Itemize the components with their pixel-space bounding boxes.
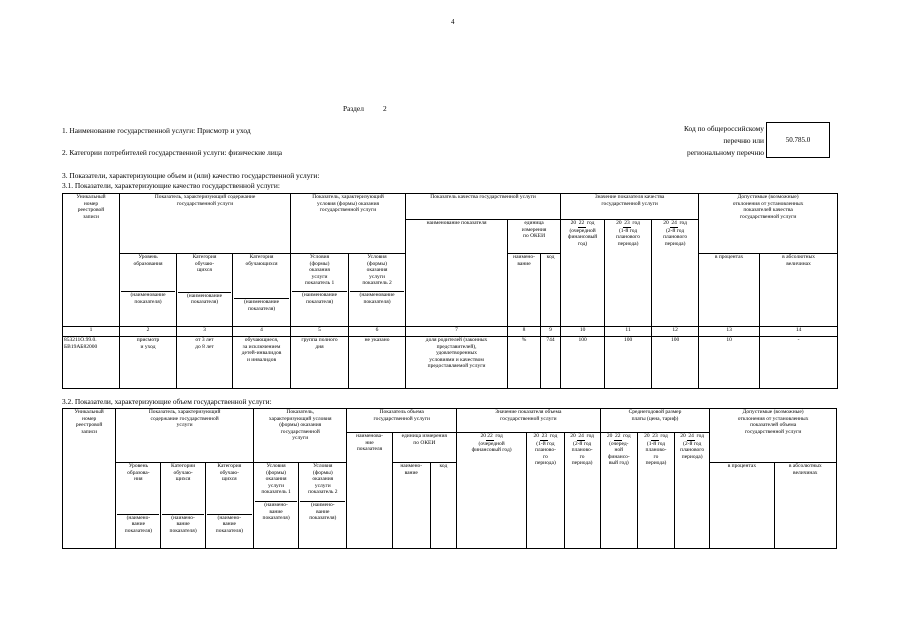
cell-condition-2: не указано bbox=[349, 337, 406, 389]
cell-percent: 10 bbox=[699, 337, 760, 389]
col-num: 11 bbox=[605, 327, 652, 337]
cell-unit: % bbox=[508, 337, 541, 389]
hdr-code: код bbox=[430, 463, 456, 549]
hdr-conditions: Показатель, характеризующий условия (формы) оказания государственной услуги bbox=[253, 409, 346, 463]
col-num: 5 bbox=[291, 327, 349, 337]
col-num: 12 bbox=[652, 327, 699, 337]
hdr-year-1: 20 22 год (очередной финансовый год) bbox=[561, 220, 605, 327]
hdr-value: Значение показателя объема государственной услуги bbox=[456, 409, 600, 433]
service-name: 1. Наименование государственной услуги: Присмотр и уход bbox=[62, 126, 251, 135]
hdr-cond1: Условия (формы) оказания услуги показатель 1 (наименование показателя) bbox=[291, 254, 349, 327]
cell-absolute: - bbox=[760, 337, 838, 389]
col-num: 7 bbox=[406, 327, 508, 337]
col-num: 13 bbox=[699, 327, 760, 337]
code-label-2: перечню или bbox=[723, 136, 764, 145]
hdr-content: Показатель, характеризующий содержание государственной услуги bbox=[120, 194, 291, 254]
volume-table bbox=[62, 408, 837, 549]
hdr-year-1: 2022 год (очередной финансовый год) bbox=[456, 433, 526, 549]
hdr-level: Уровень образова- ния (наимено- вание показателя) bbox=[116, 463, 161, 549]
hdr-absolute: в абсолютных величинах bbox=[760, 254, 838, 327]
hdr-unit-name: наимено- вание bbox=[508, 254, 541, 327]
code-value-box bbox=[766, 122, 830, 158]
hdr-price-2: 20 23 год (1-й год планово- го периода) bbox=[637, 433, 674, 549]
col-num: 6 bbox=[349, 327, 406, 337]
hdr-year-3: 20 24 год (2-й год планово- го периода) bbox=[564, 433, 600, 549]
col-num: 10 bbox=[561, 327, 605, 337]
hdr-year-2: 20 23 год (1-й год планового периода) bbox=[605, 220, 652, 327]
hdr-cat1: Категория обучаю- щихся (наименование показателя) bbox=[177, 254, 233, 327]
hdr-content: Показатель, характеризующий содержание государственной услуги bbox=[116, 409, 254, 463]
hdr-price-1: 20 22 год (очеред- ной финансо- вый год) bbox=[600, 433, 637, 549]
hdr-year-3: 20 24 год (2-й год планового периода) bbox=[652, 220, 699, 327]
code-label-1: Код по общероссийскому bbox=[683, 124, 764, 133]
hdr-cat1: Категории обучаю- щихся (наимено- вание показателя) bbox=[161, 463, 205, 549]
hdr-price-3: 20 24 год (2-й год планового периода) bbox=[675, 433, 710, 549]
section-label: Раздел bbox=[343, 104, 364, 113]
col-num: 8 bbox=[508, 327, 541, 337]
cell-content: присмотр и уход bbox=[120, 337, 177, 389]
hdr-indicator-name: наименование показателя bbox=[406, 220, 508, 327]
hdr-cat2: Категория обучающихся (наименование показателя) bbox=[233, 254, 291, 327]
cell-students: обучающиеся, за исключением детей-инвалидов и инвалидов bbox=[233, 337, 291, 389]
col-num: 2 bbox=[120, 327, 177, 337]
col-num: 3 bbox=[177, 327, 233, 337]
hdr-percent: в процентах bbox=[710, 463, 774, 549]
hdr-absolute: в абсолютных величинах bbox=[774, 463, 836, 549]
col-num: 1 bbox=[63, 327, 120, 337]
col-num: 4 bbox=[233, 327, 291, 337]
cell-condition-1: группа полного дня bbox=[291, 337, 349, 389]
hdr-volume: Показатель объема государственной услуги bbox=[347, 409, 457, 433]
hdr-price: Среднегодовой размер платы (цена, тариф) bbox=[600, 409, 710, 433]
hdr-unit: единица измерения по ОКЕИ bbox=[508, 220, 561, 254]
page-number: 4 bbox=[451, 18, 455, 26]
hdr-cond2: Условия (формы) оказания услуги показатель 2 (наименование показателя) bbox=[349, 254, 406, 327]
hdr-quality: Показатель качества государственной услуги bbox=[406, 194, 561, 220]
cell-value-1: 100 bbox=[561, 337, 605, 389]
col-num: 9 bbox=[541, 327, 561, 337]
quality-table bbox=[62, 193, 838, 389]
hdr-conditions: Показатель, характеризующий условия (формы) оказания государственной услуги bbox=[291, 194, 406, 254]
code-label-3: региональному перечню bbox=[687, 148, 764, 157]
hdr-unit: единица измерения по ОКЕИ bbox=[392, 433, 456, 463]
consumer-category: 2. Категории потребителей государственной услуги: физические лица bbox=[62, 148, 283, 157]
hdr-unique: Уникальный номер реестровой записи bbox=[63, 409, 116, 549]
heading-3-1: 3.1. Показатели, характеризующие качество государственной услуги: bbox=[62, 181, 280, 190]
hdr-year-2: 20 23 год (1-й год планово- го периода) bbox=[527, 433, 564, 549]
heading-3-2: 3.2. Показатели, характеризующие объем государственной услуги: bbox=[62, 397, 272, 406]
cell-code: 744 bbox=[541, 337, 561, 389]
cell-value-2: 100 bbox=[605, 337, 652, 389]
hdr-deviation: Допустимые (возможные) отклонения от установленных показателей качества государственной услуги bbox=[699, 194, 838, 254]
heading-3: 3. Показатели, характеризующие объем и (или) качество государственной услуги: bbox=[62, 171, 320, 180]
cell-value-3: 100 bbox=[652, 337, 699, 389]
hdr-unique: Уникальный номер реестровой записи bbox=[63, 194, 120, 327]
hdr-unit-name: наимено- вание bbox=[392, 463, 430, 549]
cell-age: от 3 лет до 8 лет bbox=[177, 337, 233, 389]
section-number: 2 bbox=[383, 104, 387, 113]
hdr-value: Значение показателя качества государственной услуги bbox=[561, 194, 699, 220]
hdr-deviation: Допустимые (возможные) отклонения от установленных показателей объема государственной услуги bbox=[710, 409, 837, 463]
cell-register-number: 853211О.99.0. БВ19АБ82000 bbox=[63, 337, 120, 389]
col-num: 14 bbox=[760, 327, 838, 337]
hdr-cond2: Условия (формы) оказания услуги показатель 2 (наимено- вание показателя) bbox=[299, 463, 347, 549]
cell-indicator-name: доля родителей (законных представителей), удовлетворенных условиями и качеством предоставляемой услуги bbox=[406, 337, 508, 389]
hdr-cond1: Условия (формы) оказания услуги показатель 1 (наимено- вание показателя) bbox=[253, 463, 298, 549]
code-value: 50.785.0 bbox=[785, 136, 811, 144]
hdr-indicator-name: наименова- ние показателя bbox=[347, 433, 392, 549]
hdr-cat2: Категория обучаю- щихся (наимено- вание показателя) bbox=[205, 463, 253, 549]
hdr-level: Уровень образования (наименование показателя) bbox=[120, 254, 177, 327]
hdr-percent: в процентах bbox=[699, 254, 760, 327]
hdr-code: код bbox=[541, 254, 561, 327]
table-row bbox=[63, 337, 838, 389]
